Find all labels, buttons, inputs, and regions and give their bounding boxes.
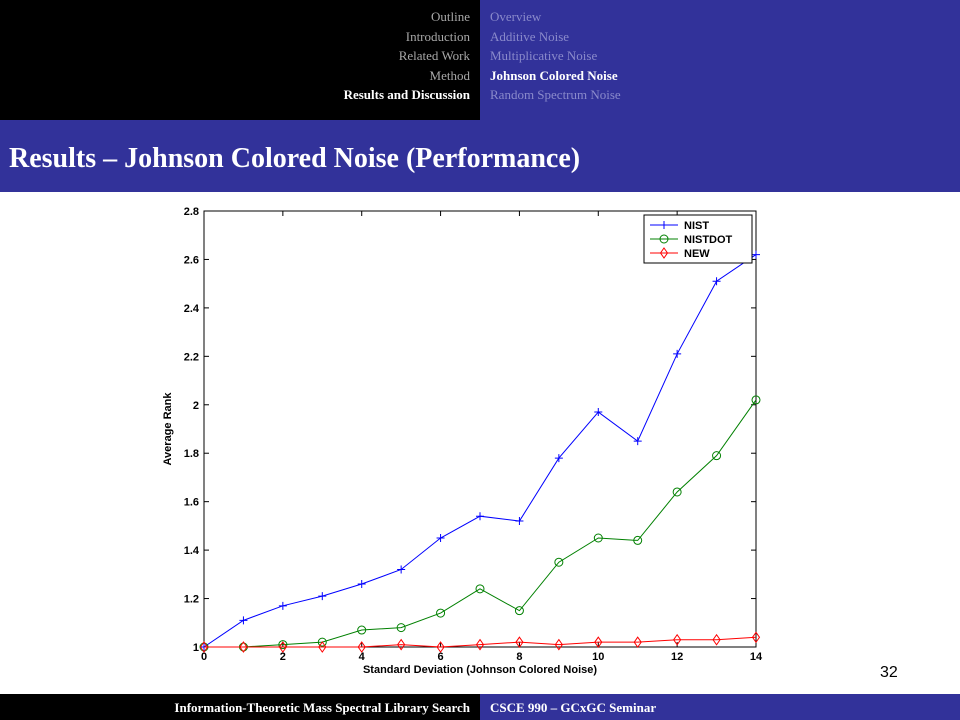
plot-area xyxy=(204,211,756,647)
page-number: 32 xyxy=(880,664,898,681)
y-tick-label: 1 xyxy=(192,642,199,654)
y-tick-label: 1.8 xyxy=(183,448,199,461)
nav-section-item[interactable]: Results and Discussion xyxy=(343,87,470,102)
y-tick-label: 1.4 xyxy=(183,545,199,558)
nav-subsection-item[interactable]: Johnson Colored Noise xyxy=(490,67,618,83)
section-nav xyxy=(344,7,470,105)
y-tick-label: 1.2 xyxy=(183,593,199,606)
nav-subsection-item[interactable]: Multiplicative Noise xyxy=(490,48,598,63)
nav-subsection-item[interactable]: Random Spectrum Noise xyxy=(490,87,621,102)
nav-section-item[interactable]: Related Work xyxy=(398,48,470,63)
footer-presentation-title: Information-Theoretic Mass Spectral Library Search xyxy=(174,700,470,715)
x-tick-label: 12 xyxy=(671,651,684,663)
y-tick-label: 2.6 xyxy=(183,254,199,267)
subsection-nav xyxy=(490,7,621,105)
footer-left-panel xyxy=(0,694,480,720)
slide-title: Results – Johnson Colored Noise (Performance) xyxy=(9,143,581,174)
x-tick-label: 2 xyxy=(279,651,286,663)
footer-course-name: CSCE 990 – GCxGC Seminar xyxy=(490,700,657,715)
x-tick-label: 4 xyxy=(358,651,365,663)
header-subnav-panel xyxy=(480,0,960,120)
nav-section-item[interactable]: Outline xyxy=(431,9,470,24)
x-axis-label: Standard Deviation (Johnson Colored Noise) xyxy=(362,664,598,676)
y-tick-label: 2 xyxy=(192,399,199,412)
nav-subsection-item[interactable]: Overview xyxy=(490,9,542,24)
legend-label: NEW xyxy=(684,248,710,260)
x-tick-label: 8 xyxy=(516,651,523,663)
x-tick-label: 0 xyxy=(200,651,208,663)
legend-label: NISTDOT xyxy=(684,234,733,246)
chart-svg xyxy=(150,196,790,690)
y-tick-label: 2.4 xyxy=(183,302,199,315)
header-nav-panel xyxy=(0,0,480,120)
nav-subsection-item[interactable]: Additive Noise xyxy=(490,28,570,44)
y-axis-label: Average Rank xyxy=(162,392,174,466)
y-tick-label: 1.6 xyxy=(183,496,199,509)
x-tick-label: 10 xyxy=(592,651,605,663)
line-chart xyxy=(150,196,790,690)
nav-section-item[interactable]: Method xyxy=(429,67,470,83)
x-tick-label: 14 xyxy=(749,651,763,663)
y-tick-label: 2.2 xyxy=(183,351,199,364)
footer-right-panel xyxy=(480,694,960,720)
y-tick-label: 2.8 xyxy=(183,206,199,218)
x-tick-label: 6 xyxy=(437,651,444,663)
legend-label: NIST xyxy=(684,220,710,232)
nav-section-item[interactable]: Introduction xyxy=(405,28,470,44)
